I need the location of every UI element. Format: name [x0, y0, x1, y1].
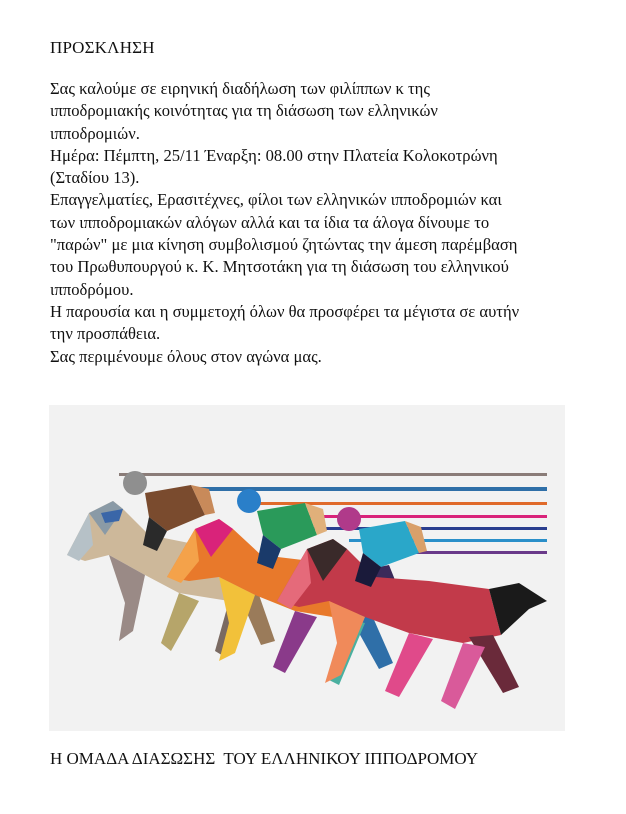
document-title: ΠΡΟΣΚΛΗΣΗ	[50, 38, 155, 57]
racehorses-illustration	[49, 405, 565, 731]
signature: Η ΟΜΑΔΑ ΔΙΑΣΩΣΗΣ ΤΟΥ ΕΛΛΗΝΙΚΟΥ ΙΠΠΟΔΡΟΜΟΥ	[50, 749, 479, 768]
body-line: ιπποδρομιακής κοινότητας για τη διάσωση των ελληνικών	[50, 101, 438, 121]
body-line: ιπποδρόμου.	[50, 279, 134, 299]
body-line: την προσπάθεια.	[50, 324, 161, 344]
racehorses-svg	[49, 405, 565, 731]
body-line: Ημέρα: Πέμπτη, 25/11 Έναρξη: 08.00 στην Πλατεία Κολοκοτρώνη	[50, 145, 498, 165]
body-line: (Σταδίου 13).	[50, 168, 140, 188]
body-line: Επαγγελματίες, Ερασιτέχνες, φίλοι των ελληνικών ιπποδρομιών και	[50, 190, 502, 210]
body-line: Σας καλούμε σε ειρηνική διαδήλωση των φιλίππων κ της	[50, 79, 430, 98]
body-line: του Πρωθυπουργού κ. Κ. Μητσοτάκη για τη διάσωση του ελληνικού	[50, 257, 509, 277]
body-line: Η παρουσία και η συμμετοχή όλων θα προσφέρει τα μέγιστα σε αυτήν	[50, 301, 520, 321]
invitation-body	[50, 78, 580, 368]
body-line: "παρών" με μια κίνηση συμβολισμού ζητώντας την άμεση παρέμβαση	[50, 235, 518, 255]
body-line: Σας περιμένουμε όλους στον αγώνα μας.	[50, 346, 322, 366]
speed-line	[119, 473, 547, 476]
body-line: ιπποδρομιών.	[50, 123, 140, 143]
body-line: των ιπποδρομιακών αλόγων αλλά και τα ίδια τα άλογα δίνουμε το	[50, 212, 490, 232]
speed-line	[249, 502, 547, 505]
